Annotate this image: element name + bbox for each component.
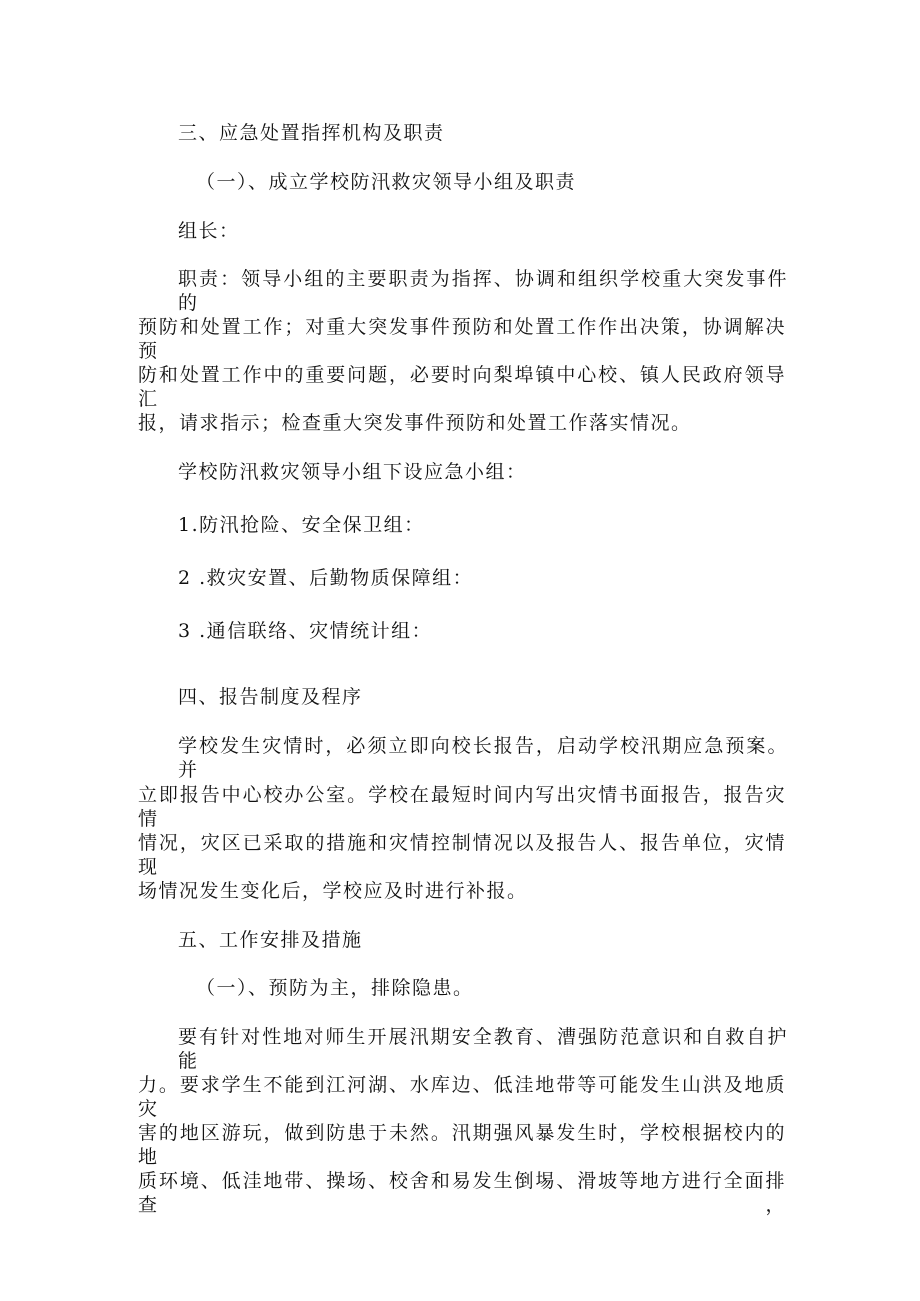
section3-heading: 三、应急处置指挥机构及职责 [178, 122, 445, 144]
duties-line-3: 防和处置工作中的重要问题，必要时向梨埠镇中心校、镇人民政府领导汇 [138, 364, 786, 410]
section3-sub1-heading: （一）、成立学校防汛救灾领导小组及职责 [196, 171, 577, 193]
duties-line-2: 预防和处置工作；对重大突发事件预防和处置工作作出决策，协调解决预 [138, 316, 786, 362]
section4-line-2: 立即报告中心校办公室。学校在最短时间内写出灾情书面报告，报告灾情 [138, 784, 786, 830]
group-item-1: 1.防汛抢险、安全保卫组： [178, 514, 425, 536]
group-item-3: 3 .通信联络、灾情统计组： [178, 620, 433, 642]
section5-line-2: 力。要求学生不能到江河湖、水库边、低洼地带等可能发生山洪及地质灾 [138, 1074, 786, 1120]
section5-line-4: 质环境、低洼地带、操场、校舍和易发生倒埸、滑坡等地方进行全面排查， [138, 1170, 786, 1216]
duties-line-4: 报，请求指示；检查重大突发事件预防和处置工作落实情况。 [138, 412, 692, 434]
section5-line-3: 害的地区游玩，做到防患于未然。汛期强风暴发生时，学校根据校内的地 [138, 1122, 786, 1168]
section4-heading: 四、报告制度及程序 [178, 686, 363, 708]
section5-sub1-heading: （一）、预防为主，排除隐患。 [196, 977, 474, 999]
duties-line-1: 职责：领导小组的主要职责为指挥、协调和组织学校重大突发事件的 [178, 268, 788, 314]
leader-label: 组长： [178, 220, 240, 242]
section5-heading: 五、工作安排及措施 [178, 929, 363, 951]
section5-line-1: 要有针对性地对师生开展汛期安全教育、漕强防范意识和自救自护能 [178, 1026, 788, 1072]
group-item-2: 2 .救灾安置、后勤物质保障组： [178, 567, 474, 589]
section4-line-3: 情况，灾区已采取的措施和灾情控制情况以及报告人、报告单位，灾情现 [138, 832, 786, 878]
groups-intro: 学校防汛救灾领导小组下设应急小组： [178, 461, 527, 483]
section4-line-1: 学校发生灾情时，必须立即向校长报告，启动学校汛期应急预案。并 [178, 735, 788, 781]
section4-line-4: 场情况发生变化后，学校应及时进行补报。 [138, 880, 528, 902]
